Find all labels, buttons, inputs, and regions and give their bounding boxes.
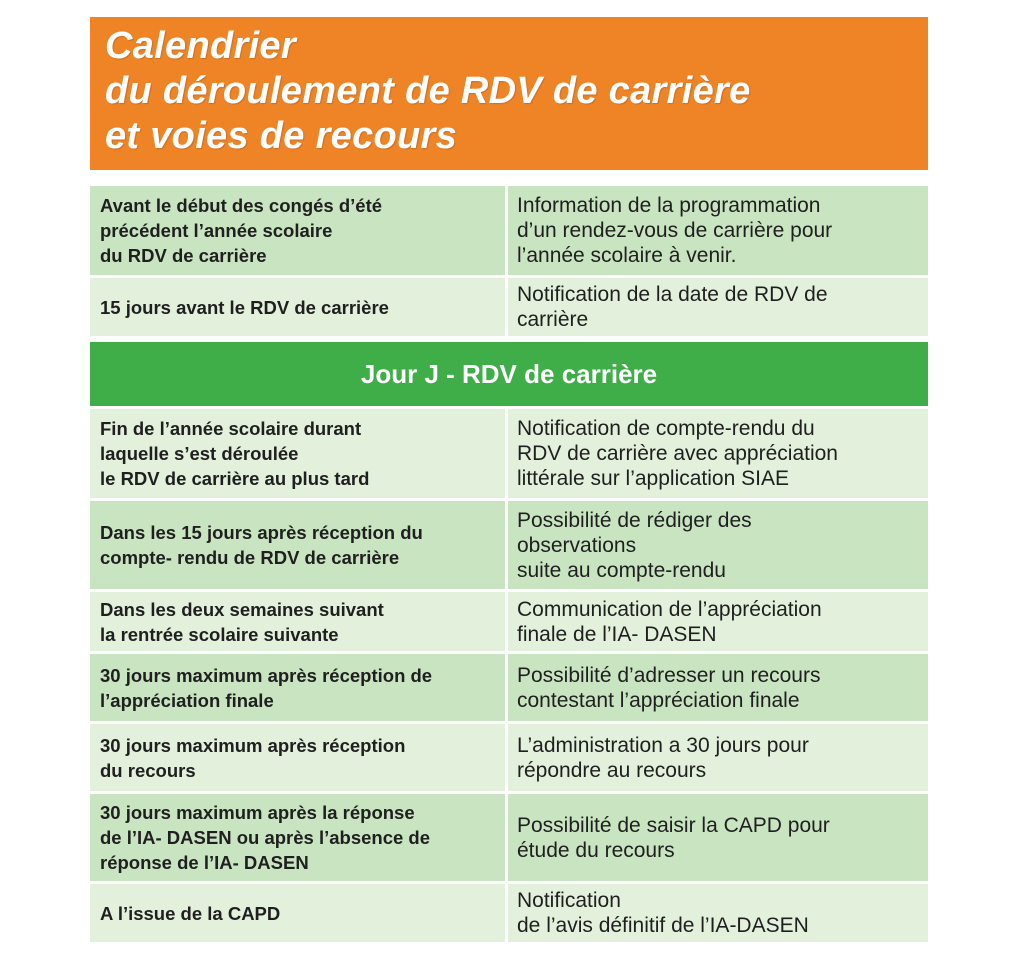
row-what: Notification de compte-rendu du RDV de carrière avec appréciation littérale sur l’application SIAE [517,417,838,490]
row-what: L’administration a 30 jours pour répondre au recours [517,733,809,782]
row-when: 15 jours avant le RDV de carrière [90,278,508,336]
row-when: Dans les 15 jours après réception du compte- rendu de RDV de carrière [90,501,508,589]
row-when: Avant le début des congés d’été précédent l’année scolaire du RDV de carrière [90,186,508,275]
table-row [90,884,928,942]
row-what: Notification de l’avis définitif de l’IA-DASEN [517,889,809,937]
table-row [90,278,928,339]
row-when: 30 jours maximum après réception du recours [90,724,508,791]
table-row [90,592,928,654]
row-what: Possibilité de rédiger des observations suite au compte-rendu [517,508,752,582]
table-row [90,186,928,278]
row-when: 30 jours maximum après la réponse de l’IA- DASEN ou après l’absence de réponse de l’IA- DASEN [90,794,508,881]
row-when: Fin de l’année scolaire durant laquelle s’est déroulée le RDV de carrière au plus tard [90,409,508,498]
table-row [90,654,928,724]
title-line-3: et voies de recours [105,115,458,157]
row-what: Notification de la date de RDV de carrière [517,283,828,331]
table-row [90,501,928,592]
row-what: Possibilité d’adresser un recours contestant l’appréciation finale [517,663,821,712]
title-line-1: Calendrier [105,25,296,67]
row-what: Information de la programmation d’un rendez-vous de carrière pour l’année scolaire à venir. [517,194,833,267]
table-row [90,409,928,501]
row-when: A l’issue de la CAPD [90,884,508,942]
table-row [90,724,928,794]
row-what: Communication de l’appréciation finale de l’IA- DASEN [517,597,822,646]
row-what: Possibilité de saisir la CAPD pour étude du recours [517,813,830,862]
table-row [90,794,928,884]
row-when: Dans les deux semaines suivant la rentrée scolaire suivante [90,592,508,651]
title-banner [90,17,928,170]
row-when: 30 jours maximum après réception de l’appréciation finale [90,654,508,721]
day-j-banner: Jour J - RDV de carrière [90,342,928,406]
title-line-2: du déroulement de RDV de carrière [105,70,751,112]
